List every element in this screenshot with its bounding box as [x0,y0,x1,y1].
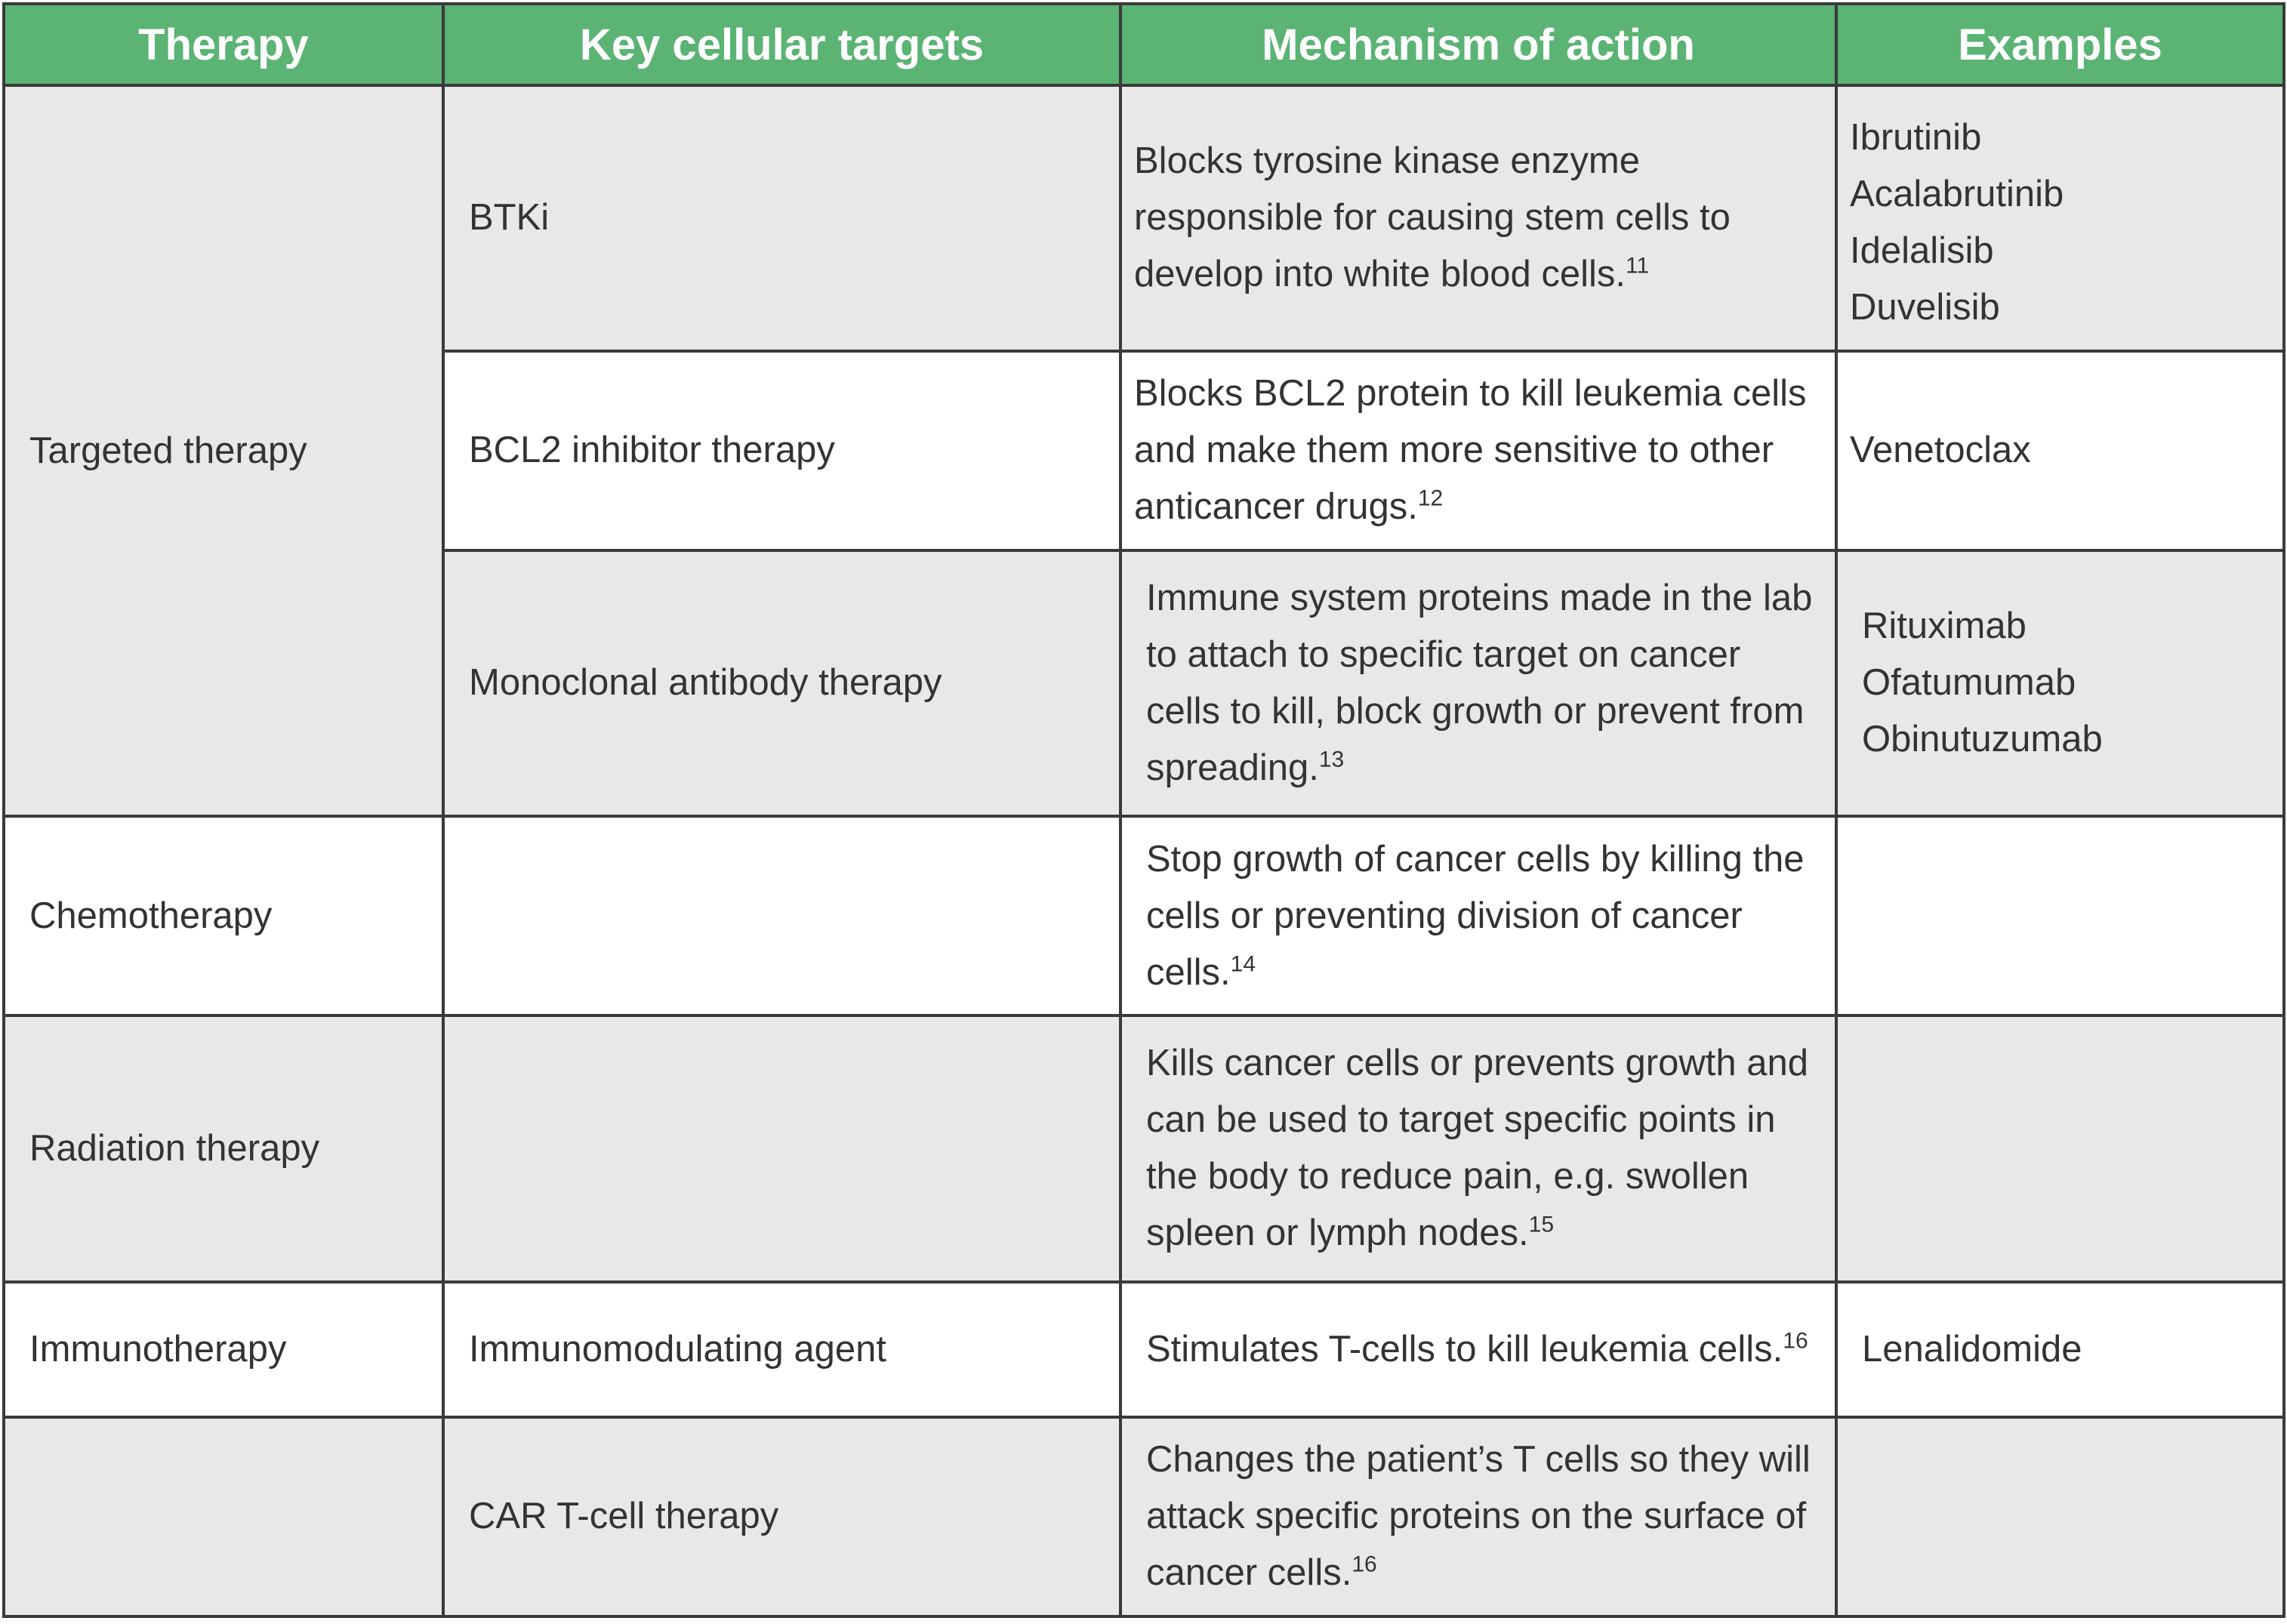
reference-superscript: 13 [1318,747,1345,772]
table-row [4,1282,2284,1417]
example-drug: Duvelisib [1850,287,2000,328]
example-drug: Obinutuzumab [1862,719,2103,760]
example-drug: Acalabrutinib [1850,174,2064,214]
reference-superscript: 14 [1230,951,1256,977]
therapy-cell: Immunotherapy [4,1282,443,1417]
target-cell: Immunomodulating agent [443,1282,1120,1417]
mechanism-cell [1120,1282,1836,1417]
mechanism-text: Stimulates T-cells to kill leukemia cells. [1146,1328,1783,1370]
reference-superscript: 16 [1352,1552,1377,1578]
target-cell: BTKi [443,85,1120,351]
example-drug: Idelalisib [1850,230,1994,271]
examples-cell [1836,1015,2284,1282]
mechanism-text: Blocks tyrosine kinase enzyme responsible for causing stem cells to develop into white blood cells. [1134,140,1731,295]
table-row [4,1015,2284,1282]
mechanism-cell [1120,1015,1836,1282]
reference-superscript: 15 [1528,1213,1555,1238]
header-key-cellular-targets: Key cellular targets [443,4,1120,85]
header-row [4,4,2284,85]
examples-cell [1836,351,2284,550]
mechanism-text: Kills cancer cells or prevents growth and can be used to target specific points in the body to reduce pain, e.g. swollen spleen or lymph nodes. [1146,1043,1808,1254]
target-cell: CAR T-cell therapy [443,1417,1120,1616]
mechanism-cell [1120,550,1836,817]
examples-cell [1836,1282,2284,1417]
mechanism-cell [1120,351,1836,550]
examples-cell [1836,816,2284,1015]
reference-superscript: 11 [1626,253,1650,279]
example-drug: Rituximab [1862,606,2027,647]
mechanism-cell [1120,85,1836,351]
reference-superscript: 16 [1783,1328,1808,1354]
target-cell [443,1015,1120,1282]
header-mechanism-of-action: Mechanism of action [1120,4,1836,85]
example-drug: Ofatumumab [1862,662,2076,704]
target-cell: BCL2 inhibitor therapy [443,351,1120,550]
examples-cell [1836,550,2284,817]
example-drug: Ibrutinib [1850,117,1982,158]
examples-cell [1836,1417,2284,1616]
therapy-cell: Radiation therapy [4,1015,443,1282]
reference-superscript: 12 [1417,485,1444,511]
example-drug: Venetoclax [1850,430,2031,471]
mechanism-text: Changes the patient’s T cells so they will attack specific proteins on the surface of cancer cells. [1146,1439,1811,1594]
therapy-cell [4,1417,443,1616]
table-row [4,1417,2284,1616]
table-row [4,816,2284,1015]
example-drug: Lenalidomide [1862,1328,2082,1370]
mechanism-cell [1120,1417,1836,1616]
target-cell: Monoclonal antibody therapy [443,550,1120,817]
table-row [4,85,2284,351]
mechanism-text: Blocks BCL2 protein to kill leukemia cells and make them more sensitive to other anticancer drugs. [1134,373,1807,528]
header-therapy: Therapy [4,4,443,85]
therapy-table [2,2,2285,1618]
therapy-table-container [2,2,2282,1618]
mechanism-cell [1120,816,1836,1015]
mechanism-text: Stop growth of cancer cells by killing the cells or preventing division of cancer cells. [1146,838,1805,993]
header-examples: Examples [1836,4,2284,85]
examples-cell [1836,85,2284,351]
target-cell [443,816,1120,1015]
therapy-cell: Targeted therapy [4,85,443,816]
mechanism-text: Immune system proteins made in the lab to attach to specific target on cancer cells to kill, block growth or prevent from spreading. [1146,577,1813,788]
therapy-cell: Chemotherapy [4,816,443,1015]
